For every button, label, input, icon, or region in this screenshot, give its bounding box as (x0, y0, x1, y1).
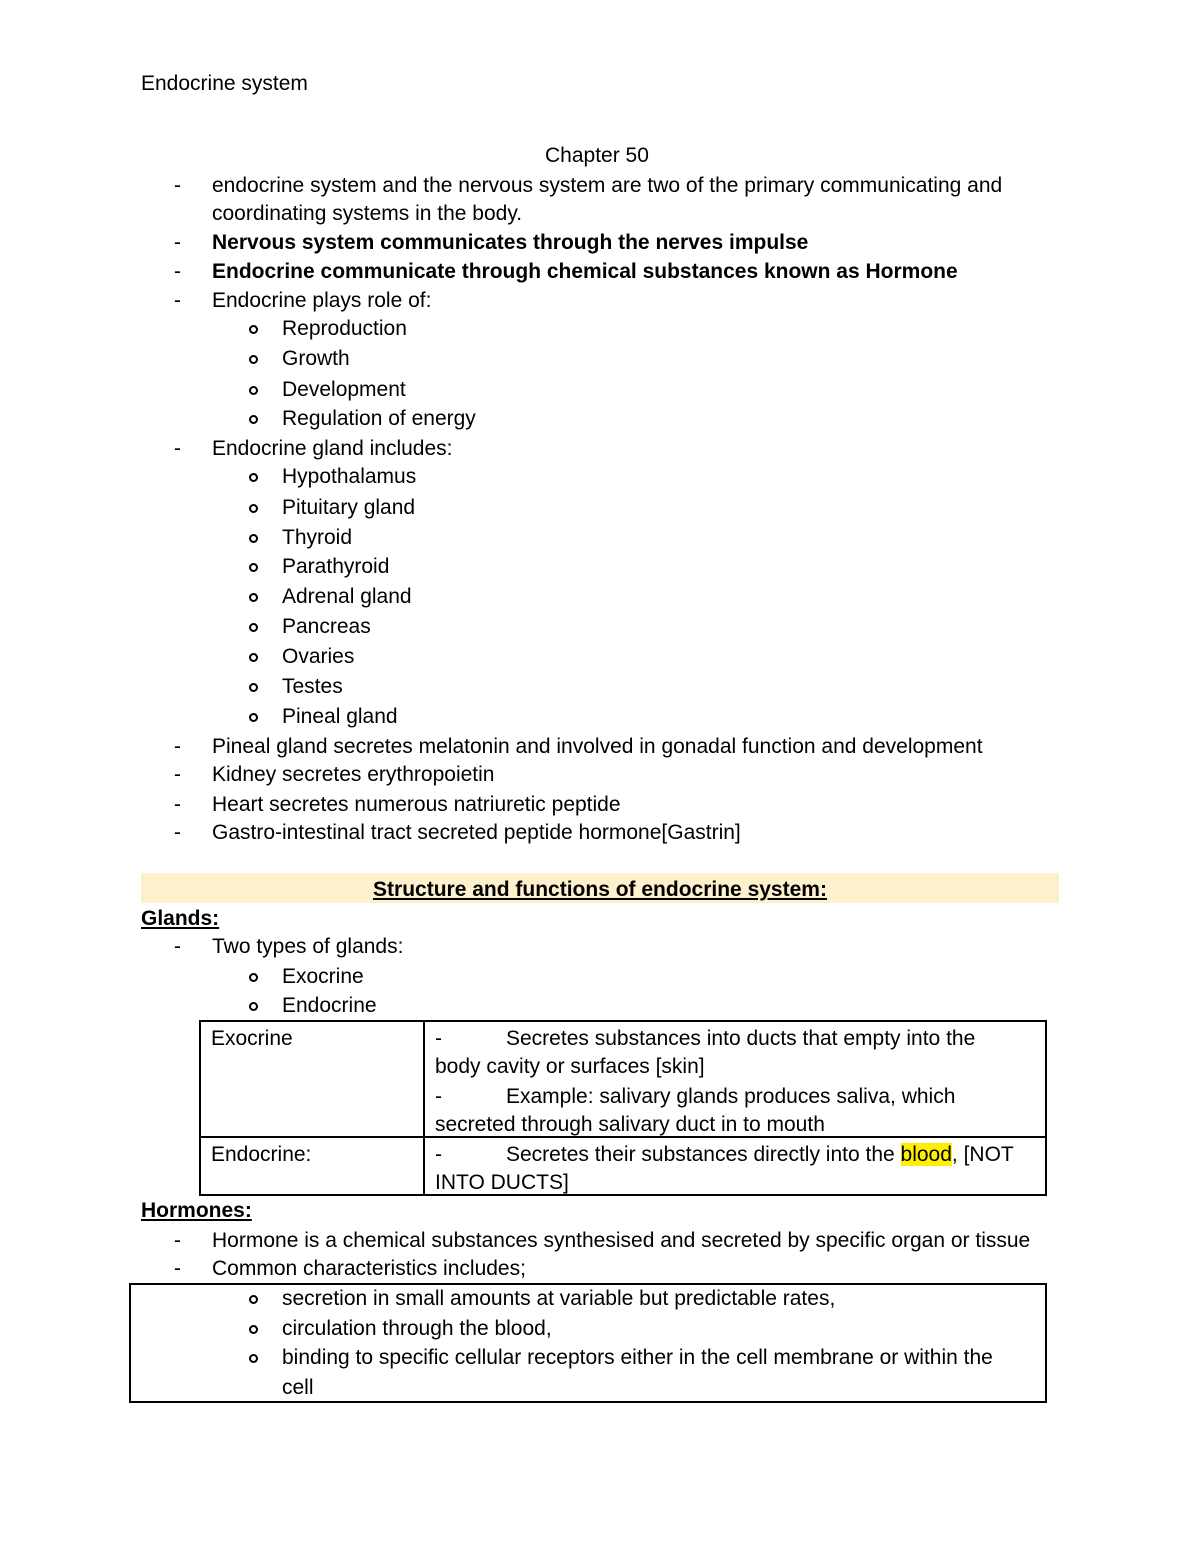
gland-item: Parathyroid (282, 555, 390, 578)
circle-bullet-icon (249, 415, 258, 424)
characteristic-item-continuation: cell (282, 1376, 314, 1399)
table-cell-exocrine-label: Exocrine (211, 1027, 293, 1050)
gland-comparison-table (199, 1020, 1047, 1196)
bullet-dash: - (174, 1229, 181, 1252)
circle-bullet-icon (249, 1354, 258, 1363)
circle-bullet-icon (249, 563, 258, 572)
table-cell-endocrine-label: Endocrine: (211, 1143, 312, 1166)
gland-type-item: Exocrine (282, 965, 364, 988)
role-item: Reproduction (282, 317, 407, 340)
intro-item-2: Nervous system communicates through the nerves impulse (212, 231, 809, 254)
bullet-dash: - (174, 735, 181, 758)
bullet-dash: - (174, 763, 181, 786)
fact-item: Kidney secretes erythropoietin (212, 763, 495, 786)
table-cell-exocrine-text: Secretes substances into ducts that empty into the (506, 1027, 976, 1050)
section-heading: Structure and functions of endocrine system: (373, 878, 827, 901)
bullet-dash: - (174, 437, 181, 460)
circle-bullet-icon (249, 973, 258, 982)
hormones-heading: Hormones: (141, 1199, 252, 1222)
circle-bullet-icon (249, 534, 258, 543)
glands-heading: Glands: (141, 907, 220, 930)
gland-item: Pancreas (282, 615, 371, 638)
intro-item-1-line-2: coordinating systems in the body. (212, 202, 523, 225)
gland-item: Pituitary gland (282, 496, 416, 519)
gland-types-label: Two types of glands: (212, 935, 404, 958)
gland-item: Hypothalamus (282, 465, 417, 488)
bullet-dash: - (435, 1143, 442, 1166)
roles-label: Endocrine plays role of: (212, 289, 432, 312)
bullet-dash: - (174, 821, 181, 844)
role-item: Growth (282, 347, 350, 370)
role-item: Regulation of energy (282, 407, 476, 430)
circle-bullet-icon (249, 355, 258, 364)
table-cell-endocrine-text (506, 1141, 1014, 1169)
characteristic-item: binding to specific cellular receptors either in the cell membrane or within the (282, 1346, 993, 1369)
bullet-dash: - (174, 935, 181, 958)
intro-item-1-line-1: endocrine system and the nervous system are two of the primary communicating and (212, 174, 1003, 197)
circle-bullet-icon (249, 653, 258, 662)
bullet-dash: - (174, 793, 181, 816)
circle-bullet-icon (249, 1295, 258, 1304)
gland-type-item: Endocrine (282, 994, 377, 1017)
gland-item: Testes (282, 675, 343, 698)
chapter-title: Chapter 50 (545, 144, 649, 167)
bullet-dash: - (174, 174, 181, 197)
circle-bullet-icon (249, 473, 258, 482)
table-cell-exocrine-example: Example: salivary glands produces saliva, which (506, 1085, 956, 1108)
fact-item: Gastro-intestinal tract secreted peptide hormone[Gastrin] (212, 821, 741, 844)
gland-item: Pineal gland (282, 705, 398, 728)
circle-bullet-icon (249, 386, 258, 395)
fact-item: Pineal gland secretes melatonin and involved in gonadal function and development (212, 735, 983, 758)
gland-item: Adrenal gland (282, 585, 412, 608)
gland-item: Ovaries (282, 645, 355, 668)
bullet-dash: - (174, 260, 181, 283)
role-item: Development (282, 378, 406, 401)
document-header: Endocrine system (141, 72, 308, 95)
table-cell-endocrine-text: INTO DUCTS] (435, 1171, 569, 1194)
hormone-definition: Hormone is a chemical substances synthesised and secreted by specific organ or tissue (212, 1229, 1031, 1252)
highlighted-word: blood (900, 1143, 952, 1166)
bullet-dash: - (174, 231, 181, 254)
circle-bullet-icon (249, 1325, 258, 1334)
endocrine-text-pre: Secretes their substances directly into the (506, 1143, 901, 1166)
characteristic-item: secretion in small amounts at variable but predictable rates, (282, 1287, 836, 1310)
circle-bullet-icon (249, 623, 258, 632)
gland-item: Thyroid (282, 526, 353, 549)
fact-item: Heart secretes numerous natriuretic peptide (212, 793, 621, 816)
circle-bullet-icon (249, 713, 258, 722)
bullet-dash: - (174, 289, 181, 312)
table-cell-exocrine-text: body cavity or surfaces [skin] (435, 1055, 705, 1078)
bullet-dash: - (435, 1027, 442, 1050)
table-column-divider (423, 1022, 425, 1194)
endocrine-text-post: , [NOT (951, 1143, 1014, 1166)
circle-bullet-icon (249, 325, 258, 334)
bullet-dash: - (435, 1085, 442, 1108)
bullet-dash: - (174, 1257, 181, 1280)
characteristic-item: circulation through the blood, (282, 1317, 552, 1340)
circle-bullet-icon (249, 683, 258, 692)
glands-label: Endocrine gland includes: (212, 437, 453, 460)
circle-bullet-icon (249, 1002, 258, 1011)
circle-bullet-icon (249, 593, 258, 602)
circle-bullet-icon (249, 504, 258, 513)
characteristics-label: Common characteristics includes; (212, 1257, 526, 1280)
table-cell-exocrine-example: secreted through salivary duct in to mouth (435, 1113, 825, 1136)
intro-item-3: Endocrine communicate through chemical substances known as Hormone (212, 260, 958, 283)
